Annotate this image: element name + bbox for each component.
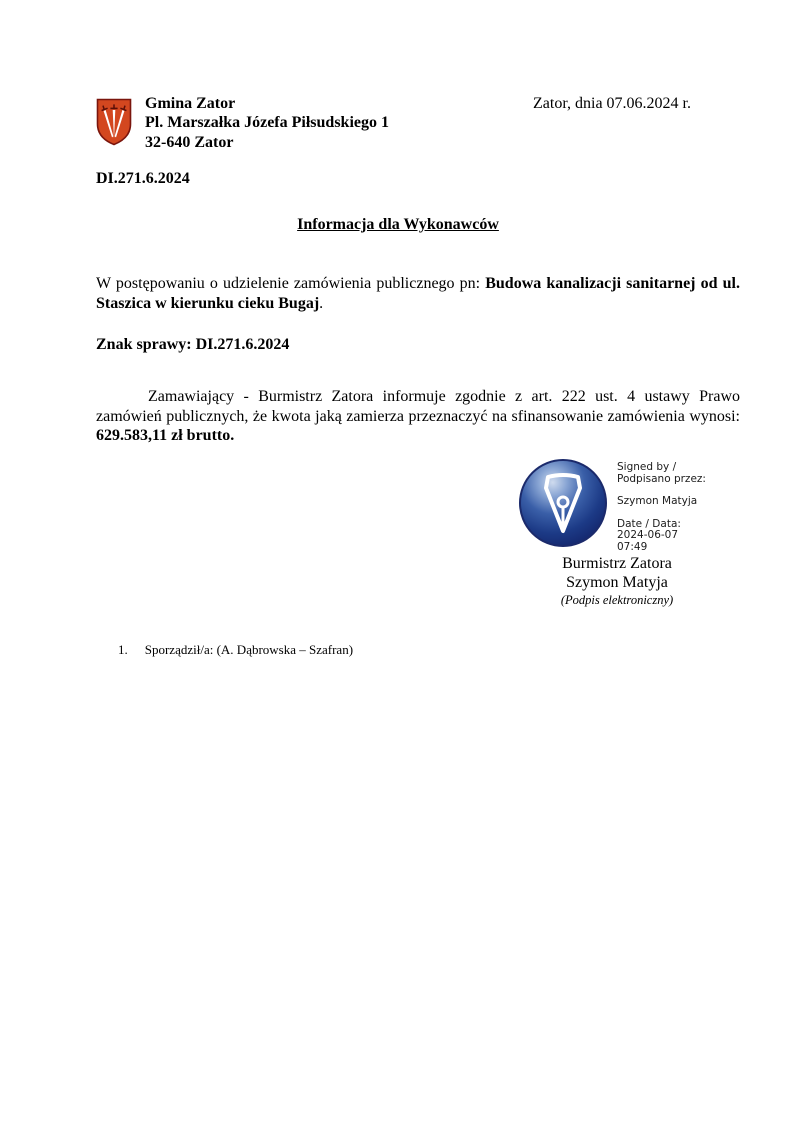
stamp-text [617, 458, 706, 554]
prepared-by-text: Sporządził/a: (A. Dąbrowska – Szafran) [144, 642, 354, 657]
stamp-signed-by-line1: Signed by / [617, 461, 677, 473]
place-and-date: Zator, dnia 07.06.2024 r. [533, 95, 691, 112]
case-number: Znak sprawy: DI.271.6.2024 [96, 336, 290, 353]
prepared-by-note [118, 642, 353, 658]
org-address-line1: Pl. Marszałka Józefa Piłsudskiego 1 [145, 114, 389, 132]
stamp-signed-by-line2: Podpisano przez: [617, 472, 706, 485]
electronic-signature-stamp [518, 458, 706, 554]
stamp-date [617, 519, 706, 554]
sender-address-block [145, 94, 389, 152]
paragraph2-bold-amount: 629.583,11 zł brutto. [96, 427, 235, 445]
org-name: Gmina Zator [145, 95, 236, 112]
stamp-signed-by [617, 462, 706, 485]
document-title: Informacja dla Wykonawców [297, 216, 499, 233]
pen-nib-icon [518, 458, 608, 548]
paragraph-procurement-name [96, 274, 740, 313]
stamp-time-value: 07:49 [617, 540, 648, 553]
org-address-line2: 32-640 Zator [145, 133, 234, 151]
signatory-title: Burmistrz Zatora [562, 555, 672, 572]
paragraph1-bold-project-name: Budowa kanalizacji sanitarnej od ul. Staszica w kierunku cieku Bugaj [96, 275, 740, 312]
prepared-by-number: 1. [118, 642, 128, 657]
zator-coat-of-arms-icon [96, 98, 132, 146]
reference-number: DI.271.6.2024 [96, 170, 190, 187]
signatory-name: Szymon Matyja [566, 573, 668, 591]
paragraph1-tail: . [319, 294, 324, 312]
stamp-signer-name: Szymon Matyja [617, 495, 698, 508]
signature-type-note: (Podpis elektroniczny) [560, 593, 674, 607]
signatory-block [518, 555, 716, 608]
paragraph2-regular: Zamawiający - Burmistrz Zatora informuje zgodnie z art. 222 ust. 4 ustawy Prawo zamówień publicznych, że kwota jaką zamierza przeznaczyć na sfinansowanie zamówienia wynosi: [96, 388, 740, 425]
paragraph-budget-information [96, 387, 740, 446]
stamp-date-value: 2024-06-07 [617, 529, 679, 542]
paragraph1-regular: W postępowaniu o udzielenie zamówienia publicznego pn: [96, 275, 486, 292]
stamp-date-label: Date / Data: [617, 517, 681, 530]
